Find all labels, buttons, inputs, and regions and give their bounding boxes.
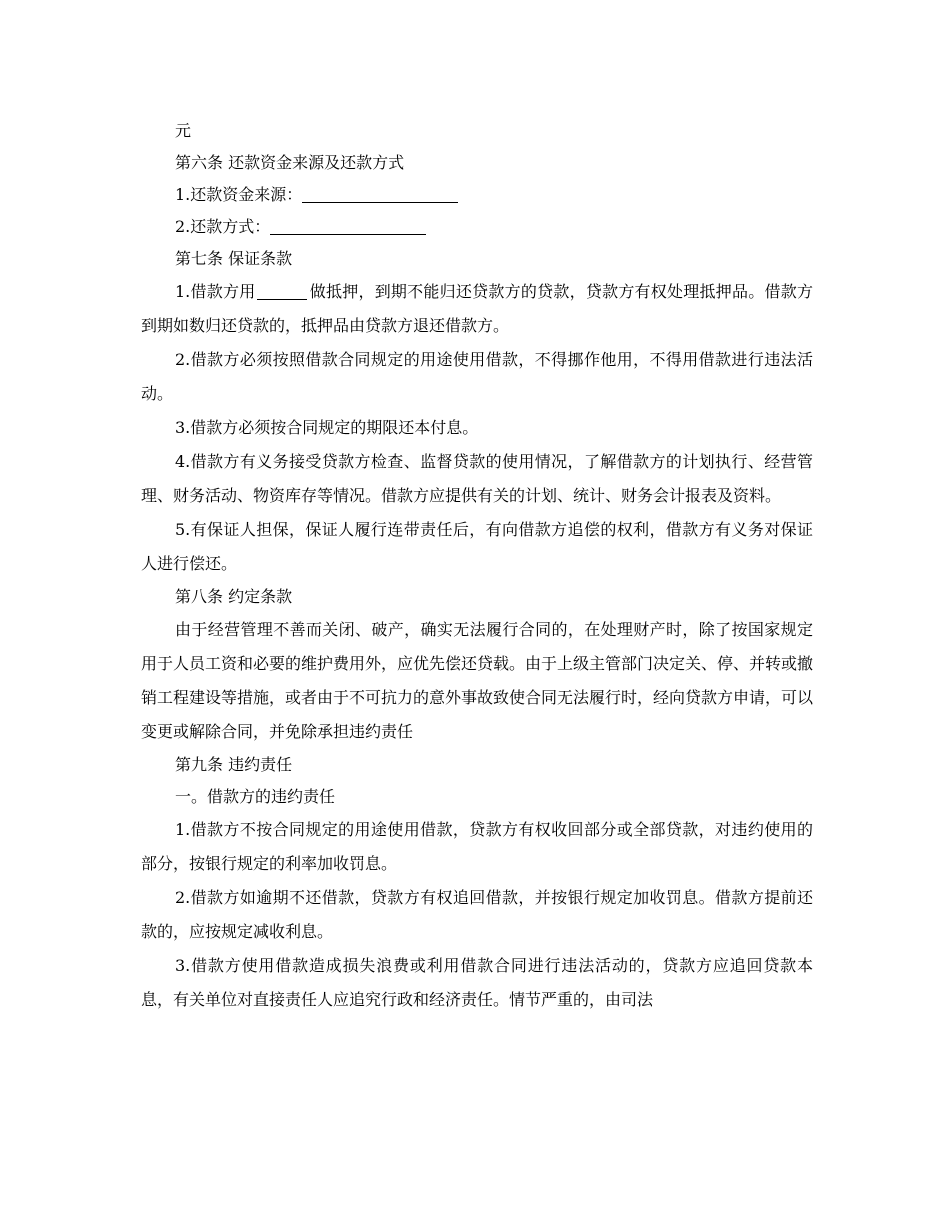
article-7-item-1-rest: 做抵押，到期不能归还贷款方的贷款，贷款方有权处理抵押品。借款方到期如数归还贷款的，抵押品由贷款方退还借款方。: [141, 282, 813, 335]
repayment-source-label: 1.还款资金来源：: [175, 185, 303, 204]
repayment-method-label: 2.还款方式：: [175, 217, 271, 236]
article-6-item-1: [141, 179, 813, 211]
article-7-item-2: 2.借款方必须按照借款合同规定的用途使用借款，不得挪作他用，不得用借款进行违法活动。: [141, 350, 813, 403]
article-7-item-3: 3.借款方必须按合同规定的期限还本付息。: [175, 418, 479, 437]
article-9-subsection-1: 一。借款方的违约责任: [175, 787, 336, 806]
article-7-item-4: 4.借款方有义务接受贷款方检查、监督贷款的使用情况，了解借款方的计划执行、经营管理、财务活动、物资库存等情况。借款方应提供有关的计划、统计、财务会计报表及资料。: [141, 452, 813, 505]
article-7-item-1-start: 1.借款方用: [175, 282, 256, 301]
collateral-blank: [257, 283, 307, 300]
repayment-method-blank: [270, 218, 426, 235]
article-6-title: 第六条 还款资金来源及还款方式: [175, 153, 405, 172]
unit-yuan: 元: [175, 121, 192, 140]
article-8-title: 第八条 约定条款: [175, 587, 293, 606]
article-6-item-2: [141, 211, 813, 243]
document-body: [141, 115, 813, 1017]
article-9-item-1: 1.借款方不按合同规定的用途使用借款，贷款方有权收回部分或全部贷款，对违约使用的部分，按银行规定的利率加收罚息。: [141, 820, 813, 873]
article-9-item-2: 2.借款方如逾期不还借款，贷款方有权追回借款，并按银行规定加收罚息。借款方提前还款的，应按规定减收利息。: [141, 888, 813, 941]
article-7-item-5: 5.有保证人担保，保证人履行连带责任后，有向借款方追偿的权利，借款方有义务对保证人进行偿还。: [141, 520, 813, 573]
article-9-title: 第九条 违约责任: [175, 755, 293, 774]
article-8-body: 由于经营管理不善而关闭、破产，确实无法履行合同的，在处理财产时，除了按国家规定用于人员工资和必要的维护费用外，应优先偿还贷载。由于上级主管部门决定关、停、并转或撤销工程建设等措施，或者由于不可抗力的意外事故致使合同无法履行时，经向贷款方申请，可以变更或解除合同，并免除承担违约责任: [141, 620, 814, 741]
article-7-title: 第七条 保证条款: [175, 249, 293, 268]
article-9-item-3: 3.借款方使用借款造成损失浪费或利用借款合同进行违法活动的，贷款方应追回贷款本息，有关单位对直接责任人应追究行政和经济责任。情节严重的，由司法: [141, 956, 813, 1009]
article-7-item-1: [141, 275, 813, 343]
repayment-source-blank: [302, 186, 458, 203]
